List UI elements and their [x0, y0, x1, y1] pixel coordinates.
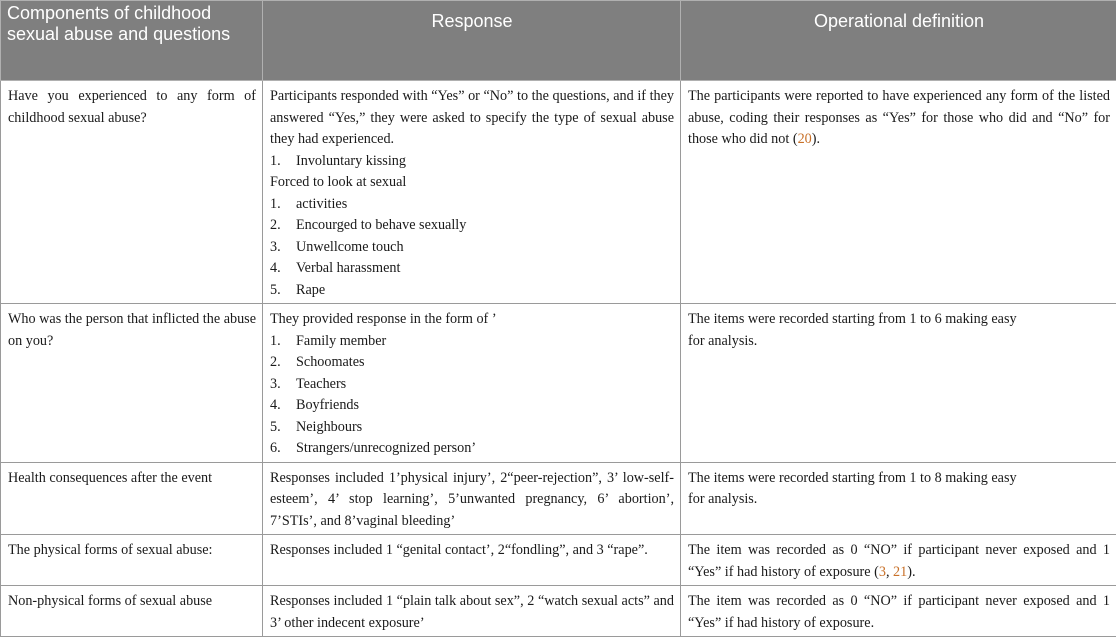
definition-cell: The participants were reported to have experienced any form of the listed abuse, coding their responses as “Yes” for those who did and “No” for those who did not (20).: [681, 81, 1116, 304]
list-item: 6. Strangers/unrecognized person’: [270, 438, 674, 460]
definition-cell: The items were recorded starting from 1 to 6 making easy for analysis.: [681, 304, 1116, 463]
table-row: [1, 535, 1116, 586]
list-item: 1. Involuntary kissing: [270, 151, 674, 173]
question-cell: Have you experienced to any form of childhood sexual abuse?: [1, 81, 263, 304]
reference-link[interactable]: 3: [879, 564, 886, 580]
header-response: Response: [263, 1, 681, 81]
response-cell: [263, 81, 681, 304]
list-item: 5. Neighbours: [270, 417, 674, 439]
list-item: 3. Unwellcome touch: [270, 237, 674, 259]
table-row: [1, 462, 1116, 535]
list-item: 3. Teachers: [270, 374, 674, 396]
response-cell: [263, 304, 681, 463]
list-item: 2. Schoomates: [270, 352, 674, 374]
definition-cell: The items were recorded starting from 1 to 8 making easy for analysis.: [681, 462, 1116, 535]
list-item: 1. Family member: [270, 331, 674, 353]
header-operational-definition: Operational definition: [681, 1, 1116, 81]
definition-cell: The item was recorded as 0 “NO” if participant never exposed and 1 “Yes” if had history of exposure.: [681, 586, 1116, 637]
question-cell: Who was the person that inflicted the abuse on you?: [1, 304, 263, 463]
list-item: Forced to look at sexual: [270, 172, 674, 194]
response-cell: Responses included 1 “genital contact’, 2“fondling”, and 3 “rape”.: [263, 535, 681, 586]
table-row: [1, 81, 1116, 304]
response-cell: Responses included 1 “plain talk about sex”, 2 “watch sexual acts” and 3’ other indecent exposure’: [263, 586, 681, 637]
question-cell: The physical forms of sexual abuse:: [1, 535, 263, 586]
response-intro: Participants responded with “Yes” or “No” to the questions, and if they answered “Yes,” they were asked to specify the type of sexual abuse they had experienced.: [270, 86, 674, 151]
list-item: 4. Verbal harassment: [270, 258, 674, 280]
table-row: [1, 304, 1116, 463]
reference-link[interactable]: 21: [893, 564, 907, 580]
header-components: Components of childhood sexual abuse and questions: [1, 1, 263, 81]
header-row: [1, 1, 1116, 81]
response-cell: Responses included 1’physical injury’, 2“peer-rejection”, 3’ low-self-esteem’, 4’ stop learning’, 5’unwanted pregnancy, 6’ abortion’, 7’STIs’, and 8’vaginal bleeding’: [263, 462, 681, 535]
reference-link[interactable]: 20: [798, 131, 812, 147]
list-item: 2. Encourged to behave sexually: [270, 215, 674, 237]
definition-cell: The item was recorded as 0 “NO” if participant never exposed and 1 “Yes” if had history of exposure (3, 21).: [681, 535, 1116, 586]
question-cell: Non-physical forms of sexual abuse: [1, 586, 263, 637]
response-intro: They provided response in the form of ’: [270, 309, 674, 331]
question-cell: Health consequences after the event: [1, 462, 263, 535]
list-item: 1. activities: [270, 194, 674, 216]
list-item: 5. Rape: [270, 280, 674, 302]
list-item: 4. Boyfriends: [270, 395, 674, 417]
table-row: [1, 586, 1116, 637]
